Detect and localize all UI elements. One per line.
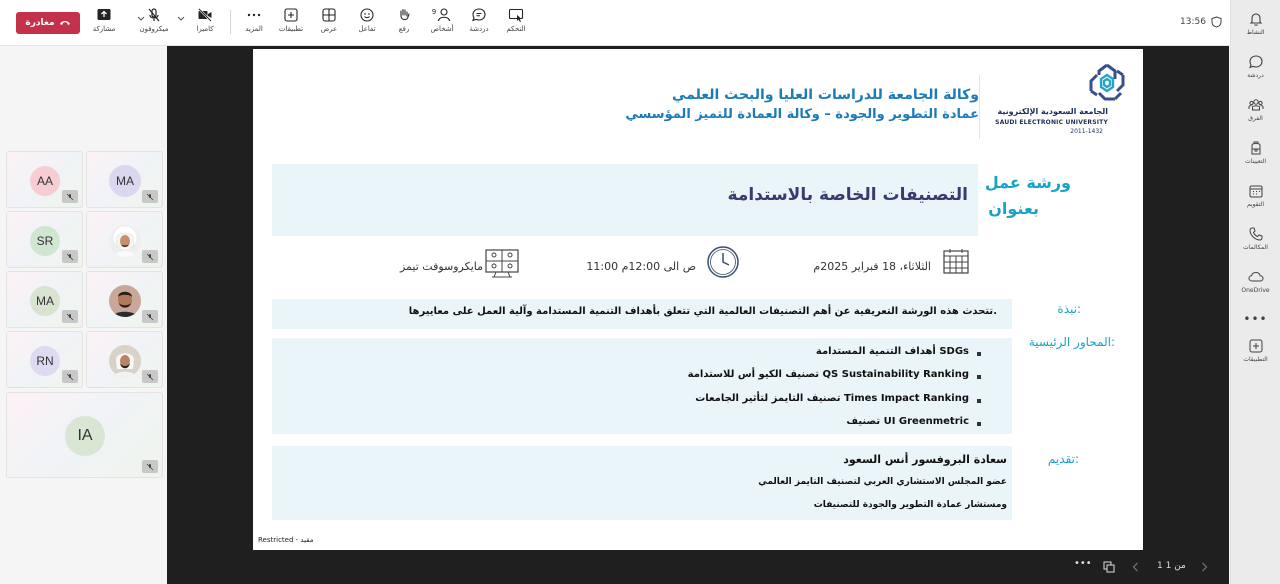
participant-tile[interactable] (6, 211, 83, 268)
share-label: مشاركة (92, 25, 116, 33)
avatar: SR (30, 226, 60, 256)
restricted-label: Restricted - مقيد (258, 536, 314, 544)
shared-content-stage (167, 46, 1229, 584)
mic-off-icon (146, 373, 154, 381)
person-photo-icon (109, 225, 141, 257)
apps-plus-icon (1248, 338, 1264, 354)
axis-item: أهداف التنمية المستدامة SDGs (815, 346, 969, 357)
stage-more-button[interactable]: ••• (1074, 558, 1092, 569)
teams-people-icon (1248, 97, 1264, 113)
leave-label: مغادرة (25, 18, 55, 28)
presenter-role-line2: ومستشار عمادة التطوير والجودة للتصنيفات (813, 500, 1007, 510)
video-meeting-icon (484, 248, 520, 278)
muted-badge (142, 250, 158, 263)
presentation-slide (253, 49, 1143, 550)
bullet (977, 399, 981, 403)
university-logo (1085, 61, 1129, 105)
rail-more-button[interactable] (1231, 306, 1280, 332)
rail-label: OneDrive (1241, 287, 1270, 294)
people-icon-group (432, 7, 452, 23)
meeting-time: 13:56 (1180, 17, 1206, 27)
clock-icon (706, 245, 740, 279)
microphone-button[interactable] (136, 7, 172, 39)
share-button[interactable] (86, 7, 122, 39)
axes-label: المحاور الرئيسية: (1028, 335, 1115, 349)
muted-badge (142, 190, 158, 203)
raise-label: رفع (398, 25, 410, 33)
chat-button[interactable] (461, 7, 497, 39)
smiley-icon (359, 7, 375, 23)
presenter-role-line1: عضو المجلس الاستشاري العربي لتصنيف التايمز العالمي (758, 477, 1007, 487)
participant-tile[interactable] (6, 392, 163, 478)
presenter-name: سعادة البروفسور أنس السعود (843, 453, 1007, 466)
screen-control-icon (508, 7, 524, 23)
chat-icon (1248, 54, 1264, 70)
more-button[interactable] (236, 7, 272, 39)
rail-item-onedrive[interactable] (1231, 263, 1280, 300)
participant-tile[interactable] (6, 151, 83, 208)
participant-tile[interactable] (86, 271, 163, 328)
muted-badge (62, 370, 78, 383)
workshop-label-line1: ورشة عمل (984, 173, 1071, 192)
rail-more-label: ••• (1243, 312, 1268, 326)
rail-item-calendar[interactable] (1231, 177, 1280, 214)
apps-button[interactable] (273, 7, 309, 39)
rail-label: المكالمات (1243, 244, 1268, 251)
control-button[interactable] (498, 7, 534, 39)
chevron-down-icon[interactable] (176, 13, 186, 23)
react-button[interactable] (349, 7, 385, 39)
overview-text: تتحدث هذه الورشة التعريفية عن أهم التصنيفات العالمية التي تتعلق بأهداف التنمية المستدامة وآلية العمل على معاييرها. (408, 306, 997, 317)
workshop-time: 11:00 ص الى 12:00م (586, 260, 696, 273)
participant-tile[interactable] (86, 211, 163, 268)
participant-tile[interactable] (86, 151, 163, 208)
muted-badge (62, 190, 78, 203)
rail-item-calls[interactable] (1231, 220, 1280, 257)
pop-out-icon[interactable] (1103, 561, 1115, 573)
axis-item: تصنيف UI Greenmetric (846, 416, 969, 427)
rail-item-activity[interactable] (1231, 5, 1280, 42)
mic-off-icon (146, 193, 154, 201)
apps-plus-icon (283, 7, 299, 23)
workshop-label-line2: بعنوان (988, 199, 1039, 218)
muted-badge (62, 250, 78, 263)
logo-divider (979, 75, 980, 139)
rail-label: النشاط (1246, 29, 1265, 36)
hang-up-icon (59, 19, 71, 27)
chevron-left-icon[interactable] (1131, 562, 1141, 572)
meeting-toolbar (0, 0, 1230, 46)
people-count: 9 (431, 8, 437, 16)
chat-label: دردشة (469, 25, 489, 33)
react-label: تفاعل (358, 25, 376, 33)
rail-label: دردشة (1247, 72, 1264, 79)
phone-icon (1248, 226, 1264, 242)
microphone-label: ميكروفون (139, 25, 169, 33)
person-photo-icon (109, 285, 141, 317)
axis-item: تصنيف التايمز لتأثير الجامعات Times Impact Ranking (695, 393, 969, 404)
hand-icon (396, 7, 412, 23)
axis-item: تصنيف الكيو أس للاستدامة QS Sustainability Ranking (687, 369, 969, 380)
people-icon (436, 7, 452, 23)
mic-off-icon (66, 253, 74, 261)
mic-off-icon (146, 253, 154, 261)
slide-header-line1: وكالة الجامعة للدراسات العليا والبحث العلمي (672, 87, 979, 103)
logo-years: 2011-1432 (1070, 128, 1103, 135)
view-button[interactable] (311, 7, 347, 39)
workshop-date: الثلاثاء، 18 فبراير 2025م (813, 260, 931, 273)
avatar: MA (109, 165, 141, 197)
avatar: RN (30, 346, 60, 376)
camera-button[interactable] (187, 7, 223, 39)
leave-button[interactable] (16, 12, 80, 34)
rail-label: التقويم (1246, 201, 1265, 208)
workshop-platform: مايكروسوفت تيمز (399, 260, 483, 273)
avatar: IA (65, 416, 105, 456)
avatar-photo (109, 345, 141, 377)
muted-badge (142, 370, 158, 383)
mic-off-icon (146, 463, 154, 471)
bullet (977, 422, 981, 426)
slide-header-line2: عمادة التطوير والجودة – وكالة العمادة للتميز المؤسسي (625, 107, 979, 122)
shield-icon[interactable] (1211, 16, 1222, 28)
overview-label: نبذة: (1057, 302, 1081, 316)
rail-label: التطبيقات (1243, 356, 1268, 363)
mic-off-icon (66, 193, 74, 201)
mic-off-icon (146, 313, 154, 321)
muted-badge (142, 310, 158, 323)
avatar-photo (109, 285, 141, 317)
workshop-title: التصنيفات الخاصة بالاستدامة (727, 185, 968, 205)
app-rail (1230, 0, 1280, 584)
bullet (977, 375, 981, 379)
rail-item-apps[interactable] (1231, 332, 1280, 369)
camera-off-icon (197, 7, 213, 23)
backpack-icon (1248, 140, 1264, 156)
presenter-label: تقديم: (1047, 452, 1079, 466)
chat-icon (471, 7, 487, 23)
bullet (977, 352, 981, 356)
mic-off-icon (66, 313, 74, 321)
rail-item-assignments[interactable] (1231, 134, 1280, 171)
more-label: المزيد (245, 25, 263, 33)
apps-label: تطبيقات (278, 25, 304, 33)
view-grid-icon (321, 7, 337, 23)
view-label: عرض (320, 25, 338, 33)
mic-off-icon (66, 373, 74, 381)
muted-badge (142, 460, 158, 473)
people-button[interactable] (424, 7, 460, 39)
mic-off-icon (146, 7, 162, 23)
participant-tile[interactable] (86, 331, 163, 388)
rail-label: التعيينات (1244, 158, 1267, 165)
person-photo-icon (109, 345, 141, 377)
more-icon (246, 7, 262, 23)
camera-label: كاميرا (196, 25, 214, 33)
people-label: أشخاص (430, 25, 454, 33)
rail-label: الفرق (1248, 115, 1263, 122)
participant-tile[interactable] (6, 331, 83, 388)
page-indicator: 1 من 1 (1157, 561, 1186, 571)
participant-tile[interactable] (6, 271, 83, 328)
chevron-right-icon[interactable] (1199, 562, 1209, 572)
raise-hand-button[interactable] (386, 7, 422, 39)
avatar: MA (30, 286, 60, 316)
logo-english-name: SAUDI ELECTRONIC UNIVERSITY (995, 119, 1108, 126)
bell-icon (1248, 11, 1264, 27)
control-label: التحكم (506, 25, 526, 33)
rail-list (1231, 0, 1280, 369)
calendar-icon (1248, 183, 1264, 199)
toolbar-divider (230, 10, 231, 34)
logo-arabic-name: الجامعة السعودية الإلكترونية (997, 107, 1108, 116)
muted-badge (62, 310, 78, 323)
cloud-icon (1248, 269, 1264, 285)
avatar: AA (30, 166, 60, 196)
share-icon (96, 7, 112, 23)
avatar-photo (109, 225, 141, 257)
calendar-icon (942, 247, 970, 275)
rail-item-teams[interactable] (1231, 91, 1280, 128)
rail-item-chat[interactable] (1231, 48, 1280, 85)
